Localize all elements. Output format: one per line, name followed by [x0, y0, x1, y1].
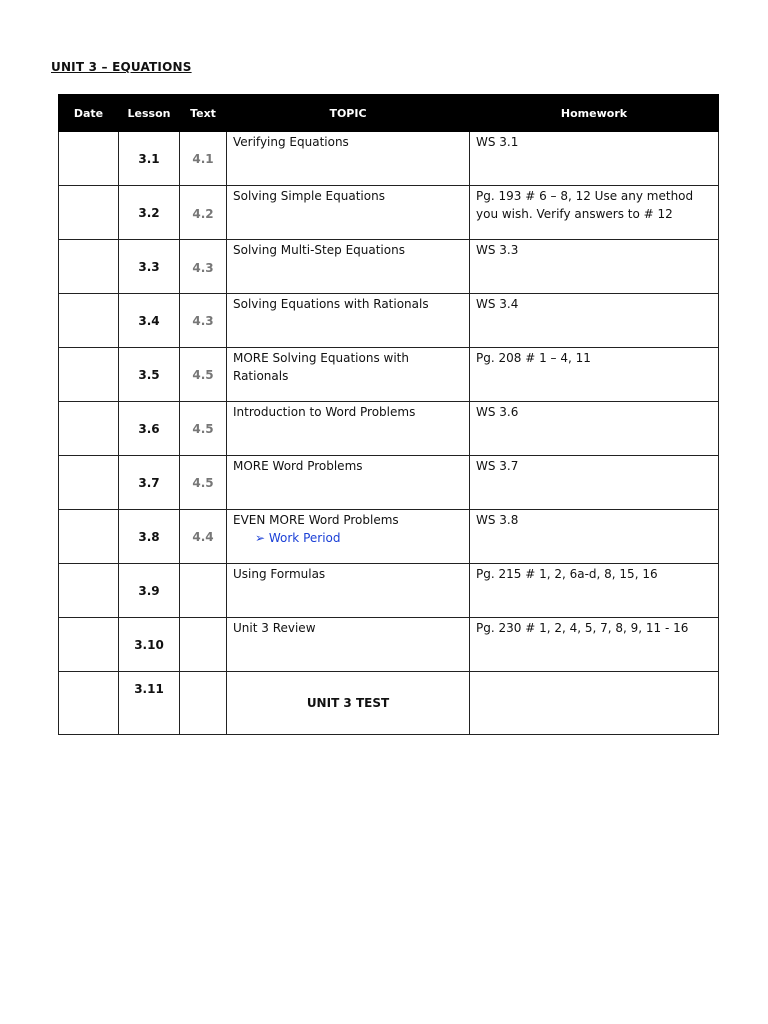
homework-cell: Pg. 208 # 1 – 4, 11: [470, 348, 719, 402]
homework-cell: WS 3.6: [470, 402, 719, 456]
date-cell: [59, 186, 119, 240]
date-cell: [59, 294, 119, 348]
text-ref-cell: [180, 564, 227, 618]
date-cell: [59, 618, 119, 672]
topic-cell: Solving Simple Equations: [227, 186, 470, 240]
date-cell: [59, 132, 119, 186]
table-row: [59, 186, 719, 240]
lesson-cell: 3.11: [119, 672, 180, 735]
topic-cell: MORE Word Problems: [227, 456, 470, 510]
text-ref-cell: [180, 672, 227, 735]
homework-cell: WS 3.1: [470, 132, 719, 186]
homework-cell: WS 3.4: [470, 294, 719, 348]
text-ref-cell: 4.3: [180, 240, 227, 294]
topic-cell: Unit 3 Review: [227, 618, 470, 672]
text-ref-cell: 4.5: [180, 402, 227, 456]
date-cell: [59, 564, 119, 618]
topic-text: EVEN MORE Word Problems: [233, 513, 399, 527]
table-row: [59, 564, 719, 618]
topic-cell: Introduction to Word Problems: [227, 402, 470, 456]
date-cell: [59, 510, 119, 564]
date-cell: [59, 672, 119, 735]
homework-cell: Pg. 193 # 6 – 8, 12 Use any method you wish. Verify answers to # 12: [470, 186, 719, 240]
topic-cell: Solving Equations with Rationals: [227, 294, 470, 348]
text-ref-cell: 4.4: [180, 510, 227, 564]
lesson-cell: 3.8: [119, 510, 180, 564]
topic-cell: Using Formulas: [227, 564, 470, 618]
topic-cell: Verifying Equations: [227, 132, 470, 186]
table-row: [59, 618, 719, 672]
unit-test-title: UNIT 3 TEST: [227, 672, 470, 735]
lesson-cell: 3.4: [119, 294, 180, 348]
date-cell: [59, 240, 119, 294]
table-row: [59, 294, 719, 348]
text-ref-cell: 4.1: [180, 132, 227, 186]
date-cell: [59, 402, 119, 456]
table-row: [59, 132, 719, 186]
date-cell: [59, 456, 119, 510]
topic-cell: MORE Solving Equations with Rationals: [227, 348, 470, 402]
header-date: Date: [59, 95, 119, 132]
header-text: Text: [180, 95, 227, 132]
text-ref-cell: 4.5: [180, 456, 227, 510]
lesson-cell: 3.1: [119, 132, 180, 186]
topic-cell: [227, 510, 470, 564]
homework-cell: [470, 672, 719, 735]
text-ref-cell: 4.5: [180, 348, 227, 402]
header-row: [59, 95, 719, 132]
topic-cell: Solving Multi-Step Equations: [227, 240, 470, 294]
homework-cell: WS 3.7: [470, 456, 719, 510]
table-row: [59, 348, 719, 402]
lesson-cell: 3.7: [119, 456, 180, 510]
table-row: [59, 456, 719, 510]
text-ref-cell: 4.3: [180, 294, 227, 348]
lesson-cell: 3.10: [119, 618, 180, 672]
lesson-cell: 3.2: [119, 186, 180, 240]
lesson-cell: 3.3: [119, 240, 180, 294]
lesson-cell: 3.6: [119, 402, 180, 456]
homework-cell: WS 3.8: [470, 510, 719, 564]
table-row: [59, 240, 719, 294]
text-ref-cell: 4.2: [180, 186, 227, 240]
work-period-bullet: ➢ Work Period: [255, 531, 341, 545]
homework-cell: Pg. 230 # 1, 2, 4, 5, 7, 8, 9, 11 - 16: [470, 618, 719, 672]
header-homework: Homework: [470, 95, 719, 132]
table-row: [59, 402, 719, 456]
table-row: [59, 672, 719, 735]
schedule-table: [58, 94, 719, 735]
header-lesson: Lesson: [119, 95, 180, 132]
homework-cell: Pg. 215 # 1, 2, 6a-d, 8, 15, 16: [470, 564, 719, 618]
homework-cell: WS 3.3: [470, 240, 719, 294]
lesson-cell: 3.9: [119, 564, 180, 618]
header-topic: TOPIC: [227, 95, 470, 132]
table-row: [59, 510, 719, 564]
text-ref-cell: [180, 618, 227, 672]
date-cell: [59, 348, 119, 402]
unit-title: UNIT 3 – EQUATIONS: [51, 60, 192, 74]
lesson-cell: 3.5: [119, 348, 180, 402]
